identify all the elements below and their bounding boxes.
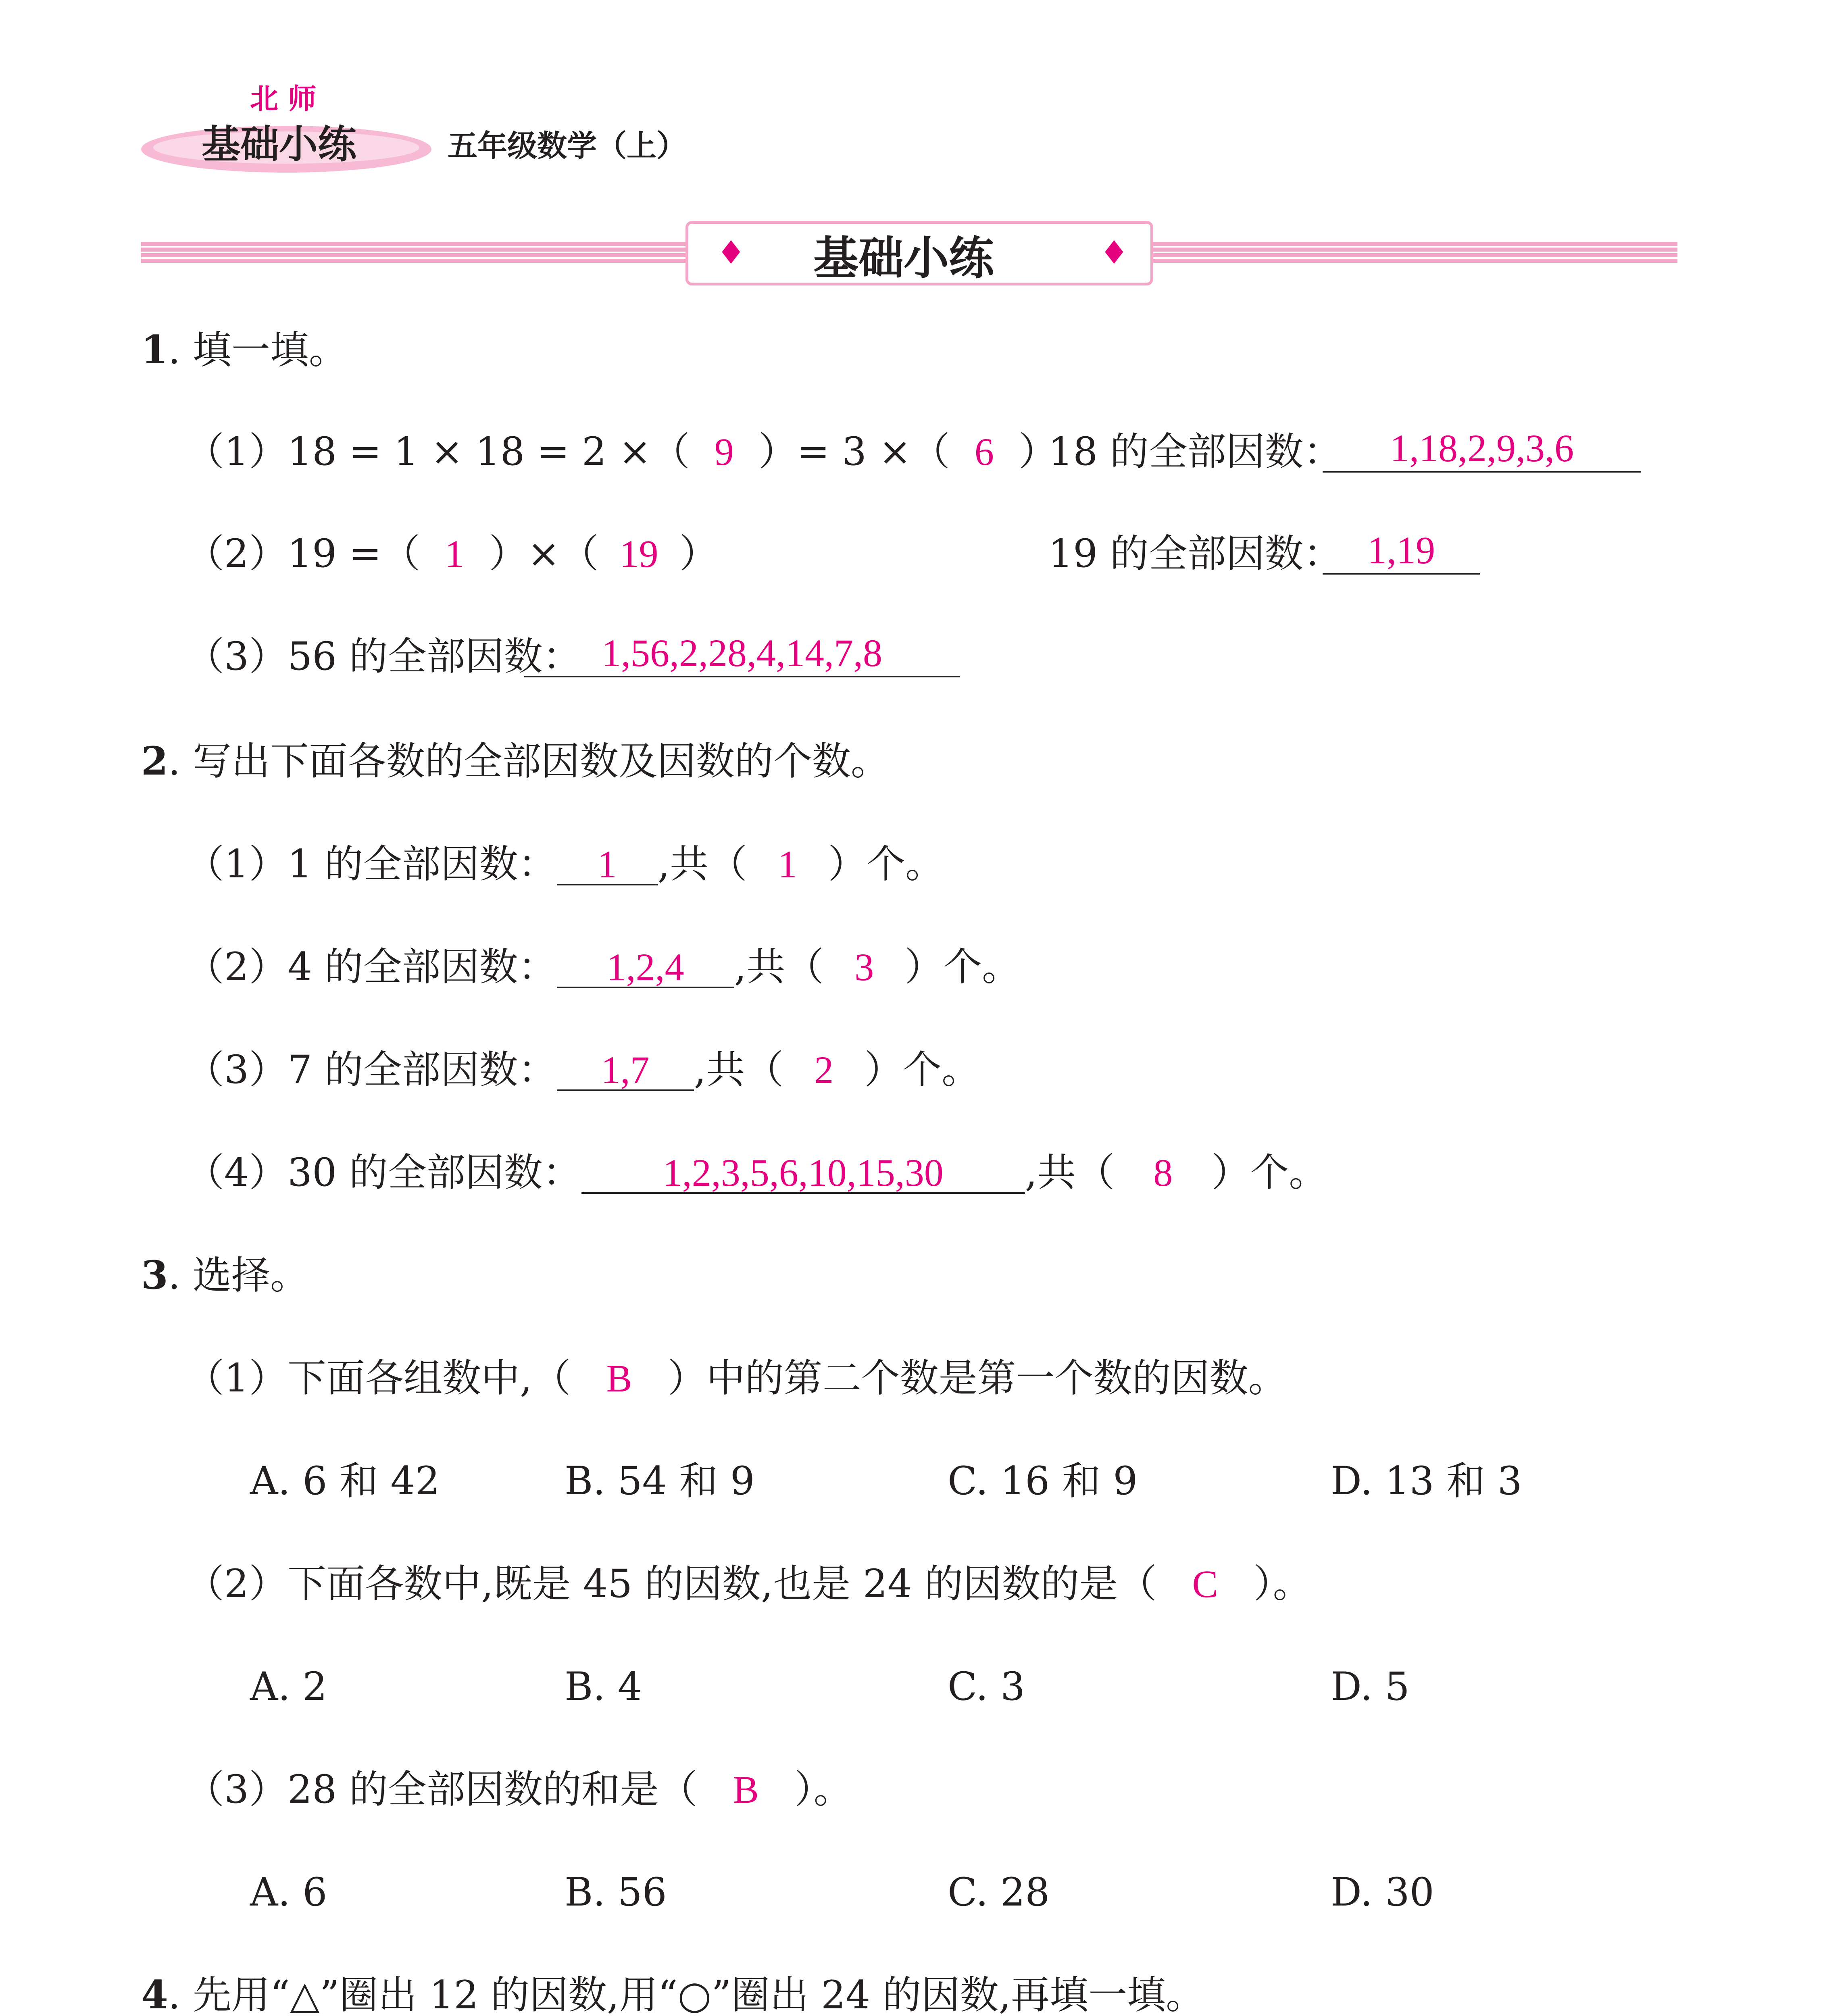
q3-opt-2c: C. 3: [948, 1664, 1025, 1709]
q2-item-count: 1: [778, 843, 798, 886]
diamond-icon-left: ♦: [717, 234, 746, 271]
q3-opt-3c: C. 28: [948, 1870, 1050, 1915]
q2-prompt: . 写出下面各数的全部因数及因数的个数。: [168, 739, 890, 784]
q1-p1-right-answer: 1,18,2,9,3,6: [1390, 427, 1574, 470]
q3-opt-1b: B. 54 和 9: [565, 1458, 755, 1504]
q2-item-count: 2: [814, 1048, 834, 1091]
q2-item-mid: ,共（: [1025, 1150, 1115, 1195]
q1-p1-label: （1）18 = 1 × 18 = 2 ×（: [185, 429, 690, 474]
q2-item-end: ）个。: [1211, 1150, 1328, 1195]
q1-p1-answer2: 6: [974, 430, 994, 473]
q1-p2-right-label: 19 的全部因数：: [1048, 531, 1342, 576]
q1-heading: [141, 327, 348, 373]
q2-item-blank: [557, 1050, 694, 1091]
q2-number: 2: [141, 738, 168, 784]
q2-item-label: （4）30 的全部因数：: [185, 1150, 581, 1195]
brand-top: 北 师: [250, 82, 317, 115]
q3-item-answer: B: [606, 1357, 632, 1400]
brand-main: 基础小练: [202, 122, 356, 167]
q3-item-post: ）。: [794, 1767, 852, 1812]
q3-opt-1d: D. 13 和 3: [1331, 1458, 1522, 1504]
q2-item-label: （1）1 的全部因数：: [185, 841, 557, 887]
q2-item-blank: [557, 845, 658, 885]
q1-part1: [185, 429, 1057, 474]
q1-p1-right-label: 18 的全部因数：: [1048, 429, 1342, 474]
q1-p1-mid: ）= 3 ×（: [758, 429, 950, 474]
q2-item-mid: ,共（: [657, 841, 748, 887]
q3-item-pre: （1）下面各组数中,（: [185, 1356, 571, 1401]
q3-item-post: ）。: [1253, 1561, 1312, 1606]
q3-opt-2d: D. 5: [1331, 1664, 1410, 1709]
q1-prompt: . 填一填。: [168, 327, 348, 373]
q3-opt-3a: A. 6: [250, 1870, 327, 1915]
q1-part2: [185, 531, 718, 576]
q4-prompt: . 先用“△”圈出 12 的因数,用“○”圈出 24 的因数,再填一填。: [168, 1972, 1205, 2016]
q2-item-label: （2）4 的全部因数：: [185, 944, 557, 989]
q2-item-1: [185, 841, 944, 887]
q3-opt-1c: C. 16 和 9: [948, 1458, 1138, 1504]
header: [137, 81, 742, 185]
q2-item-mid: ,共（: [694, 1047, 784, 1092]
q3-item-answer: B: [733, 1768, 759, 1811]
q3-opt-2b: B. 4: [565, 1664, 642, 1709]
q2-item-count: 3: [854, 946, 874, 989]
q3-opt-3d: D. 30: [1331, 1870, 1434, 1915]
q2-item-blank: [557, 948, 734, 988]
q3-item-post: ）中的第二个数是第一个数的因数。: [667, 1356, 1287, 1401]
q2-item-answer: 1,2,4: [606, 946, 684, 989]
q1-p2-answer2: 19: [619, 532, 658, 575]
q3-item-1: [185, 1356, 1287, 1401]
q2-item-end: ）个。: [828, 841, 944, 887]
q3-item-pre: （2）下面各数中,既是 45 的因数,也是 24 的因数的是（: [185, 1561, 1157, 1606]
q3-opt-2a: A. 2: [250, 1664, 327, 1709]
q2-item-end: ）个。: [904, 944, 1021, 989]
q1-p1-right-blank: [1323, 427, 1641, 473]
q3-item-answer: C: [1192, 1562, 1218, 1606]
q1-p3-label: （3）56 的全部因数：: [185, 634, 581, 679]
q1-p2-end: ）: [679, 531, 718, 576]
q2-item-end: ）个。: [864, 1047, 981, 1092]
q1-p2-right-answer: 1,19: [1367, 529, 1435, 572]
q3-prompt: . 选择。: [168, 1253, 309, 1298]
q3-opt-3b: B. 56: [565, 1870, 667, 1915]
q2-item-blank: [581, 1153, 1025, 1194]
q3-opt-1a: A. 6 和 42: [250, 1458, 440, 1504]
q2-item-answer: 1,7: [601, 1048, 650, 1091]
q1-p2-right-blank: [1323, 529, 1480, 575]
q2-item-answer: 1: [597, 843, 617, 886]
q1-p2-answer1: 1: [445, 532, 465, 575]
q3-item-pre: （3）28 的全部因数的和是（: [185, 1767, 698, 1812]
q1-p1-answer1: 9: [714, 430, 734, 473]
section-band-left: [141, 242, 690, 263]
q4-heading: [141, 1972, 1205, 2016]
q3-number: 3: [141, 1252, 168, 1298]
q2-item-count: 8: [1153, 1151, 1173, 1194]
q1-p2-mid: ）×（: [489, 531, 599, 576]
q1-p2-label: （2）19 =（: [185, 531, 421, 576]
q1-p3-answer: 1,56,2,28,4,14,7,8: [602, 631, 882, 675]
q2-item-2: [185, 944, 1021, 989]
q3-item-3: [185, 1767, 852, 1812]
section-title-box: [685, 221, 1153, 285]
q1-p1-end: ）: [1018, 429, 1057, 474]
q2-item-label: （3）7 的全部因数：: [185, 1047, 557, 1092]
q2-item-4: [185, 1150, 1328, 1195]
q2-heading: [141, 738, 890, 784]
section-band-right: [1153, 242, 1677, 263]
q1-number: 1: [141, 327, 168, 373]
diamond-icon-right: ♦: [1100, 234, 1129, 271]
q2-item-3: [185, 1047, 981, 1092]
section-title: 基础小练: [813, 232, 994, 285]
q3-heading: [141, 1252, 309, 1298]
q4-number: 4: [141, 1972, 168, 2016]
q1-p3-blank: [524, 631, 960, 677]
q3-item-2: [185, 1561, 1312, 1606]
header-subtitle: 五年级数学（上）: [448, 129, 686, 163]
q2-item-answer: 1,2,3,5,6,10,15,30: [663, 1151, 944, 1194]
q2-item-mid: ,共（: [734, 944, 824, 989]
